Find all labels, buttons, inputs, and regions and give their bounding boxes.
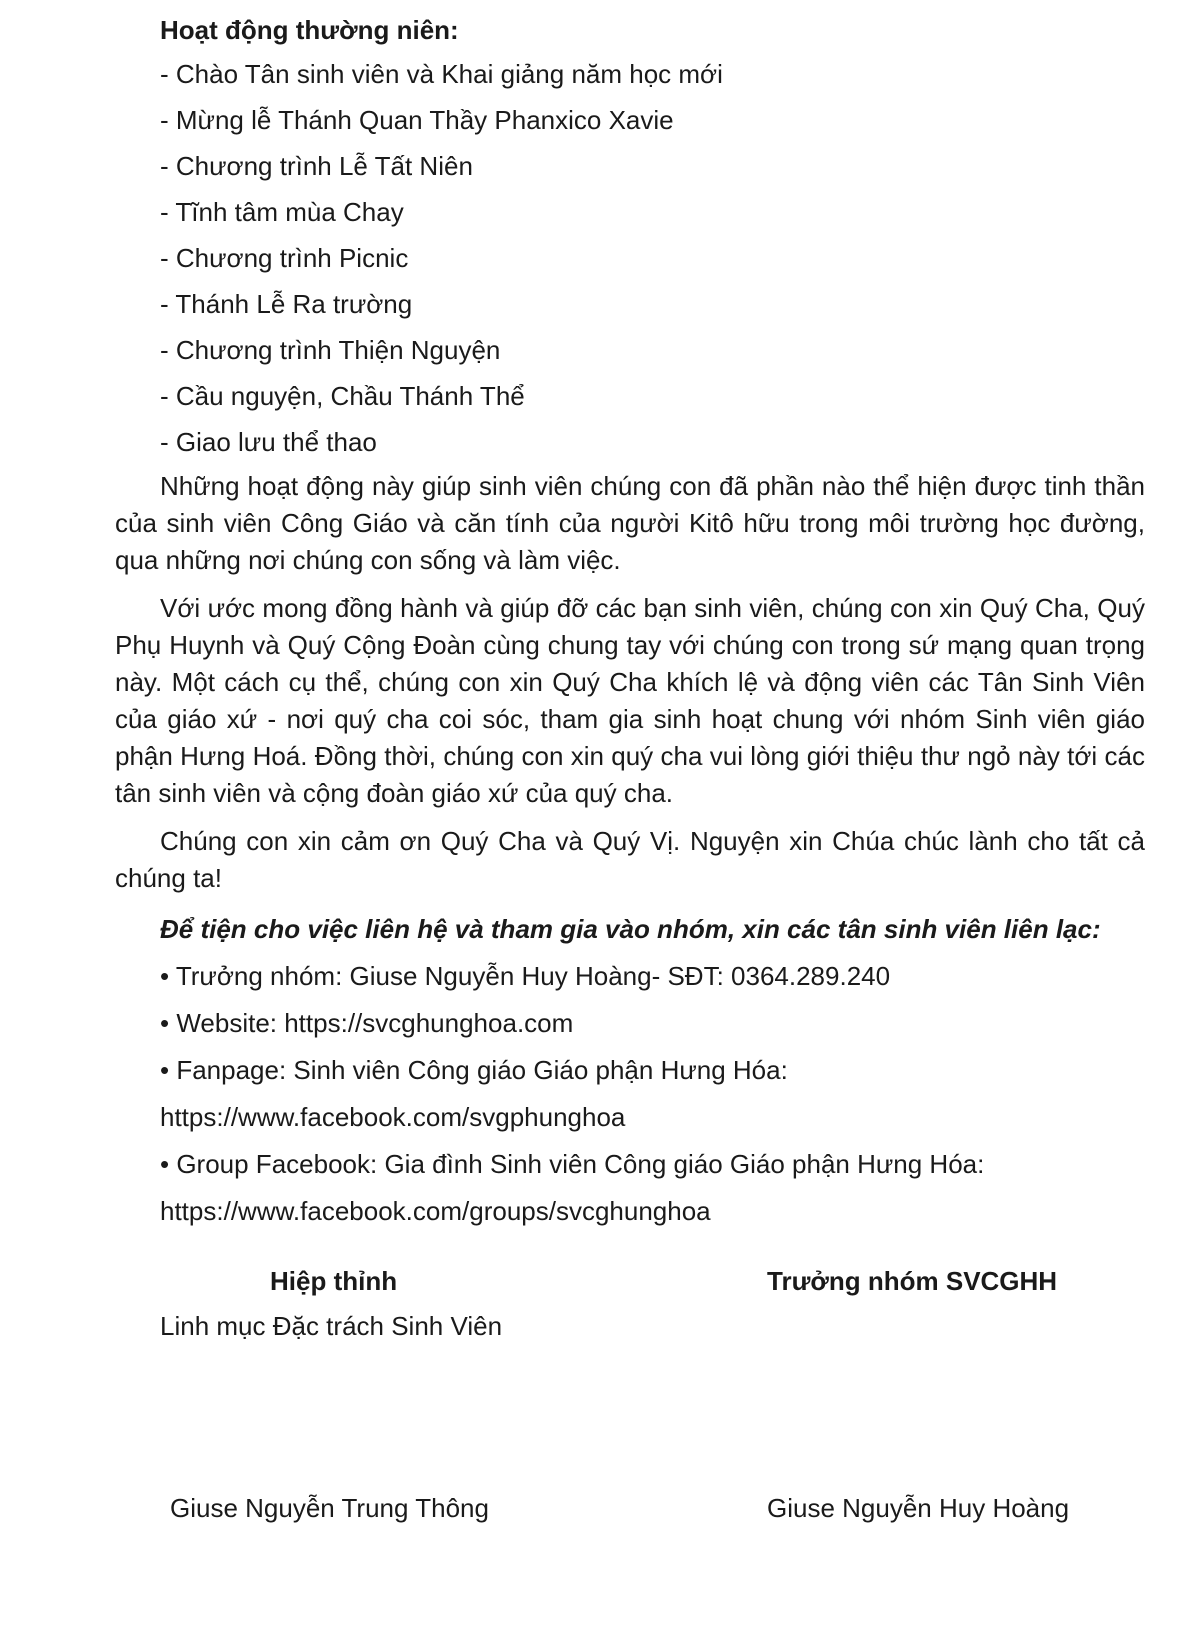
signature-left-name: Giuse Nguyễn Trung Thông	[170, 1493, 489, 1523]
activity-item: - Giao lưu thể thao	[160, 427, 377, 457]
contact-line: https://www.facebook.com/svgphunghoa	[160, 1102, 626, 1132]
contact-heading: Để tiện cho việc liên hệ và tham gia vào nhóm, xin các tân sinh viên liên lạc:	[160, 914, 1101, 944]
contact-line: • Website: https://svcghunghoa.com	[160, 1008, 574, 1038]
activities-heading: Hoạt động thường niên:	[160, 15, 459, 45]
activity-item: - Chương trình Lễ Tất Niên	[160, 151, 473, 181]
contact-line: • Fanpage: Sinh viên Công giáo Giáo phận Hưng Hóa:	[160, 1055, 788, 1085]
activity-item: - Thánh Lễ Ra trường	[160, 289, 413, 319]
activity-item: - Cầu nguyện, Chầu Thánh Thể	[160, 381, 525, 411]
activity-item: - Chương trình Thiện Nguyện	[160, 335, 501, 365]
signature-right-name: Giuse Nguyễn Huy Hoàng	[767, 1493, 1070, 1523]
paragraph: Với ước mong đồng hành và giúp đỡ các bạn sinh viên, chúng con xin Quý Cha, Quý Phụ Huynh và Quý Cộng Đoàn cùng chung tay với chúng con trong sứ mạng quan trọng này. Một cách cụ thể, chúng con xin Quý Cha khích lệ và động viên các Tân Sinh Viên của giáo xứ - nơi quý cha coi sóc, tham gia sinh hoạt chung với nhóm Sinh viên giáo phận Hưng Hoá. Đồng thời, chúng con xin quý cha vui lòng giới thiệu thư ngỏ này tới các tân sinh viên và cộng đoàn giáo xứ của quý cha.	[115, 593, 1145, 808]
contact-line: • Group Facebook: Gia đình Sinh viên Công giáo Giáo phận Hưng Hóa:	[160, 1149, 985, 1179]
activity-item: - Tĩnh tâm mùa Chay	[160, 197, 404, 227]
paragraph: Chúng con xin cảm ơn Quý Cha và Quý Vị. Nguyện xin Chúa chúc lành cho tất cả chúng ta!	[115, 826, 1145, 893]
contact-line: https://www.facebook.com/groups/svcghunghoa	[160, 1196, 711, 1226]
activity-item: - Chương trình Picnic	[160, 243, 409, 273]
contact-line: • Trưởng nhóm: Giuse Nguyễn Huy Hoàng- SĐT: 0364.289.240	[160, 961, 891, 991]
activity-item: - Chào Tân sinh viên và Khai giảng năm học mới	[160, 59, 723, 89]
signature-right-heading: Trưởng nhóm SVCGHH	[767, 1266, 1058, 1296]
signature-left-heading: Hiệp thỉnh	[270, 1266, 398, 1296]
activity-item: - Mừng lễ Thánh Quan Thầy Phanxico Xavie	[160, 105, 674, 135]
signature-left-role: Linh mục Đặc trách Sinh Viên	[160, 1311, 503, 1341]
paragraph: Những hoạt động này giúp sinh viên chúng con đã phần nào thể hiện được tinh thần của sinh viên Công Giáo và căn tính của người Kitô hữu trong môi trường học đường, qua những nơi chúng con sống và làm việc.	[115, 471, 1145, 575]
